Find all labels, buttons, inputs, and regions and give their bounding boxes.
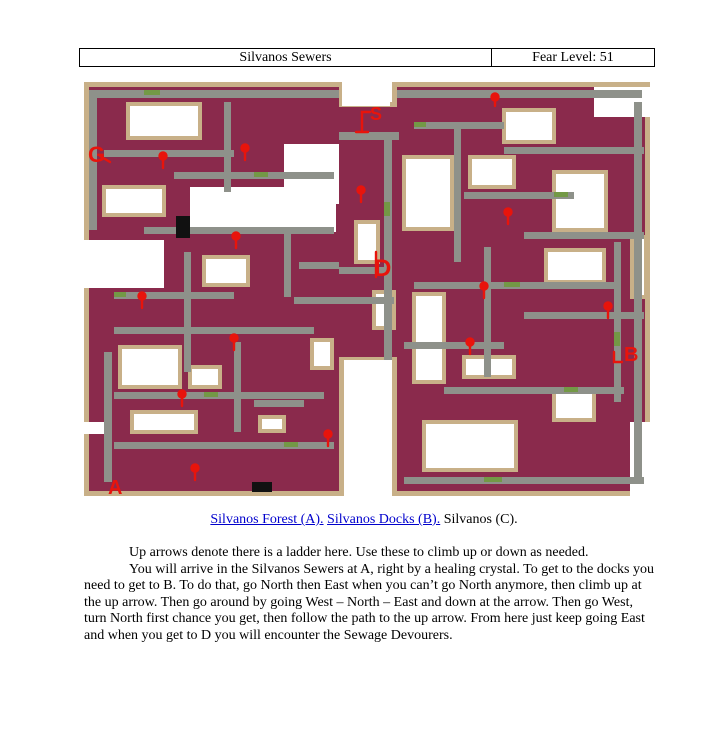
label-a: A: [108, 477, 123, 496]
label-d: D: [374, 255, 392, 282]
page-title: Silvanos Sewers: [80, 49, 492, 67]
link-silvanos-docks[interactable]: Silvanos Docks (B).: [327, 512, 441, 527]
label-s: S: [370, 104, 383, 124]
hole: [344, 360, 392, 496]
hole: [342, 82, 390, 106]
walkthrough-text: [84, 545, 654, 645]
dark-doorway: [252, 482, 272, 492]
hole: [84, 422, 104, 434]
label-g: G: [88, 142, 106, 167]
paragraph-directions: You will arrive in the Silvanos Sewers at A, right by a healing crystal. To get to the docks you need to get to B. To do that, go North then East when you can’t go North anymore, then climb up at the up arrow. Then go around by going West – North – East and down at the arrow. Then go West, turn North first chance you get, then follow the path to the up arrow. From here just keep going East and when you get to D you will encounter the Sewage Devourers.: [84, 561, 654, 643]
caption-silvanos: Silvanos (C).: [443, 512, 518, 527]
hole: [84, 240, 164, 288]
label-b: B: [624, 344, 639, 366]
fear-level: Fear Level: 51: [492, 49, 655, 67]
sewer-map: [84, 82, 650, 496]
map-caption: [0, 512, 728, 528]
dark-doorway: [176, 216, 190, 238]
paragraph-ladders: Up arrows denote there is a ladder here. Use these to climb up or down as needed.: [129, 545, 589, 560]
header-table: [79, 48, 655, 67]
link-silvanos-forest[interactable]: Silvanos Forest (A).: [210, 512, 324, 527]
